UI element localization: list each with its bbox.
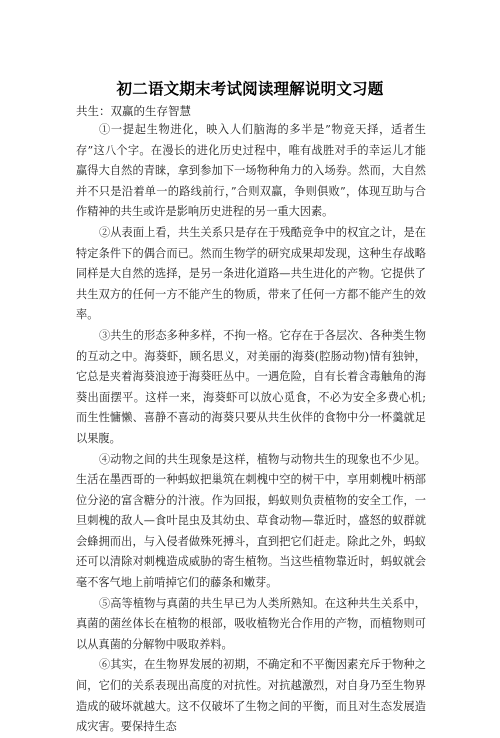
document-title: 初二语文期末考试阅读理解说明文习题 xyxy=(116,80,384,98)
article-body xyxy=(76,120,426,738)
paragraph-4: ④动物之间的共生现象是这样，植物与动物共生的现象也不少见。生活在墨西哥的一种蚂蚁把巢筑在刺槐中空的树干中，享用刺槐叶柄部位分泌的富含糖分的汁液。作为回报，蚂蚁则负责植物的安全工作，一旦刺槐的敌人—食叶昆虫及其幼虫、草食动物—靠近时，盛怒的蚁群就会蜂拥而出，与入侵者做殊死搏斗，直到把它们赶走。除此之外，蚂蚁还可以清除对刺槐造成威胁的寄生植物。当这些植物靠近时，蚂蚁就会毫不客气地上前啃掉它们的藤条和嫩芽。 xyxy=(76,452,426,590)
article-subtitle: 共生：双赢的生存智慧 xyxy=(76,104,191,118)
paragraph-1: ①一提起生物进化，映入人们脑海的多半是”物竞天择，适者生存”这八个字。在漫长的进化历史过程中，唯有战胜对手的幸运儿才能赢得大自然的青睐，拿到参加下一场物种角力的入场券。然而，大自然并不只是沿着单一的路线前行，”合则双赢，争则俱败”，体现互助与合作精神的共生或许是影响历史进程的另一重大因素。 xyxy=(76,123,426,219)
paragraph-3: ③共生的形态多种多样，不拘一格。它存在于各层次、各种类生物的互动之中。海葵虾，顾名思义，对美丽的海葵(腔肠动物)情有独钟，它总是夹着海葵浪迹于海葵旺丛中。一遇危险，自有长着含毒触角的海葵出面摆平。这样一来，海葵虾可以放心觅食，不必为安全多费心机;而生性慵懒、喜静不喜动的海葵只要从共生伙伴的食物中分一杯羹就足以果腹。 xyxy=(76,328,426,445)
paragraph-2: ②从表面上看，共生关系只是存在于残酷竞争中的权宜之计，是在特定条件下的偶合而已。然而生物学的研究成果却发现，这种生存战略同样是大自然的选择，是另一条进化道路—共生进化的产物。它提供了共生双方的任何一方不能产生的物质，带来了任何一方都不能产生的效率。 xyxy=(76,225,426,322)
paragraph-6: ⑥其实，在生物界发展的初期，不确定和不平衡因素充斥于物种之间，它们的关系表现出高度的对抗性。对抗越激烈，对自身乃至生物界造成的破坏就越大。这不仅破坏了生物之间的平衡，而且对生态发展造成灾害。要保持生态 xyxy=(76,658,426,734)
paragraph-5: ⑤高等植物与真菌的共生早已为人类所熟知。在这种共生关系中，真菌的菌丝体长在植物的根部，吸收植物光合作用的产物，而植物则可以从真菌的分解物中吸取养料。 xyxy=(76,596,426,651)
